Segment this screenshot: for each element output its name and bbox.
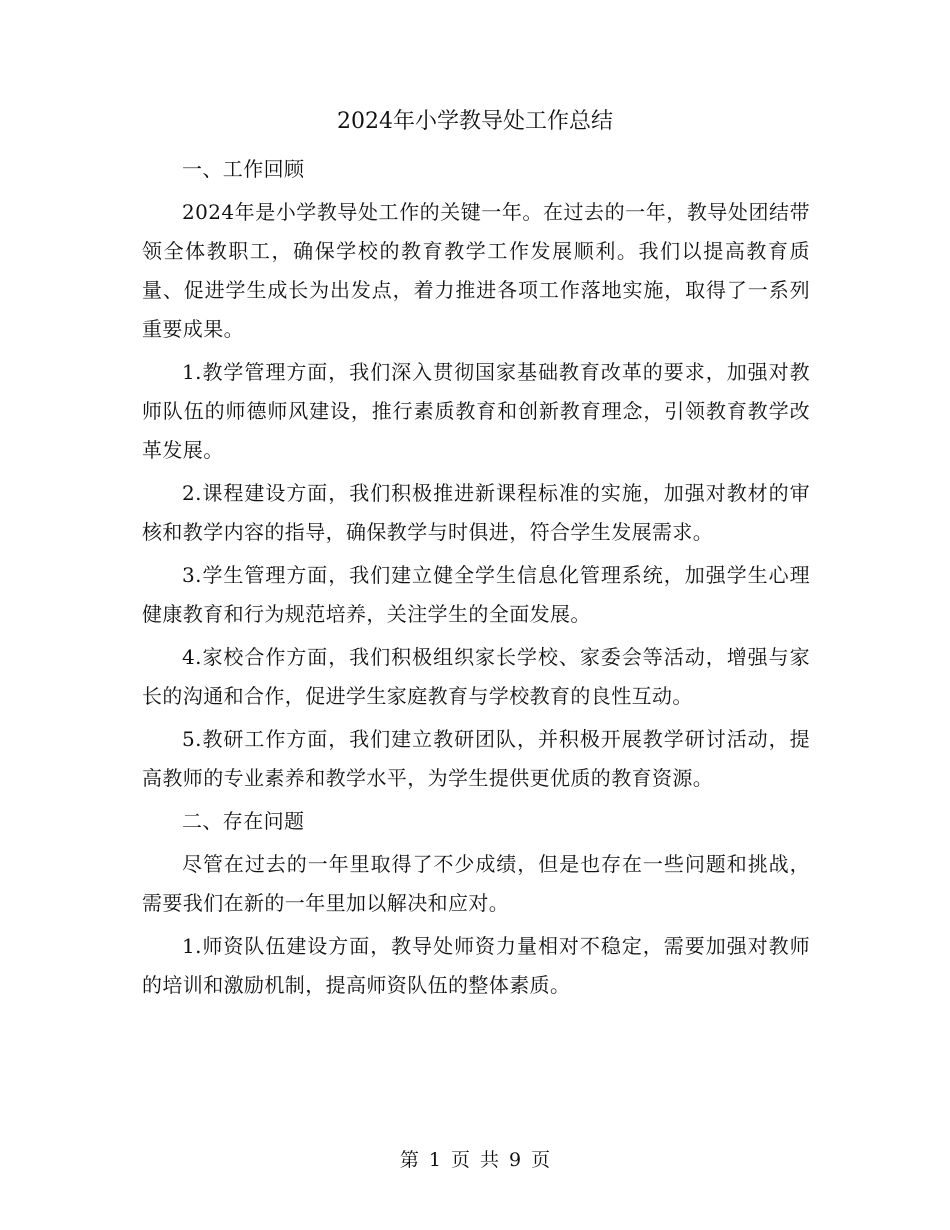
paragraph-problems-intro: 尽管在过去的一年里取得了不少成绩，但是也存在一些问题和挑战，需要我们在新的一年里加以解决和应对。: [142, 852, 810, 915]
page-number-footer: 第 1 页 共 9 页: [399, 1149, 551, 1171]
document-body: [142, 150, 810, 1009]
paragraph-teaching-management: 1.教学管理方面，我们深入贯彻国家基础教育改革的要求，加强对教师队伍的师德师风建设，推行素质教育和创新教育理念，引领教育教学改革发展。: [142, 360, 810, 462]
paragraph-teacher-team: 1.师资队伍建设方面，教导处师资力量相对不稳定，需要加强对教师的培训和激励机制，提高师资队伍的整体素质。: [142, 934, 810, 997]
section-heading-problems: 二、存在问题: [182, 809, 305, 833]
paragraph-student-management: 3.学生管理方面，我们建立健全学生信息化管理系统，加强学生心理健康教育和行为规范培养，关注学生的全面发展。: [142, 563, 810, 626]
paragraph-overview: 2024年是小学教导处工作的关键一年。在过去的一年，教导处团结带领全体教职工，确保学校的教育教学工作发展顺利。我们以提高教育质量、促进学生成长为出发点，着力推进各项工作落地实施，取得了一系列重要成果。: [142, 200, 810, 341]
paragraph-research: 5.教研工作方面，我们建立教研团队，并积极开展教学研讨活动，提高教师的专业素养和教学水平，为学生提供更优质的教育资源。: [142, 727, 810, 790]
document-title: 2024年小学教导处工作总结: [337, 109, 613, 134]
paragraph-curriculum: 2.课程建设方面，我们积极推进新课程标准的实施，加强对教材的审核和教学内容的指导，确保教学与时俱进，符合学生发展需求。: [142, 481, 810, 544]
paragraph-home-school: 4.家校合作方面，我们积极组织家长学校、家委会等活动，增强与家长的沟通和合作，促进学生家庭教育与学校教育的良性互动。: [142, 645, 810, 708]
section-heading-review: 一、工作回顾: [182, 157, 305, 181]
